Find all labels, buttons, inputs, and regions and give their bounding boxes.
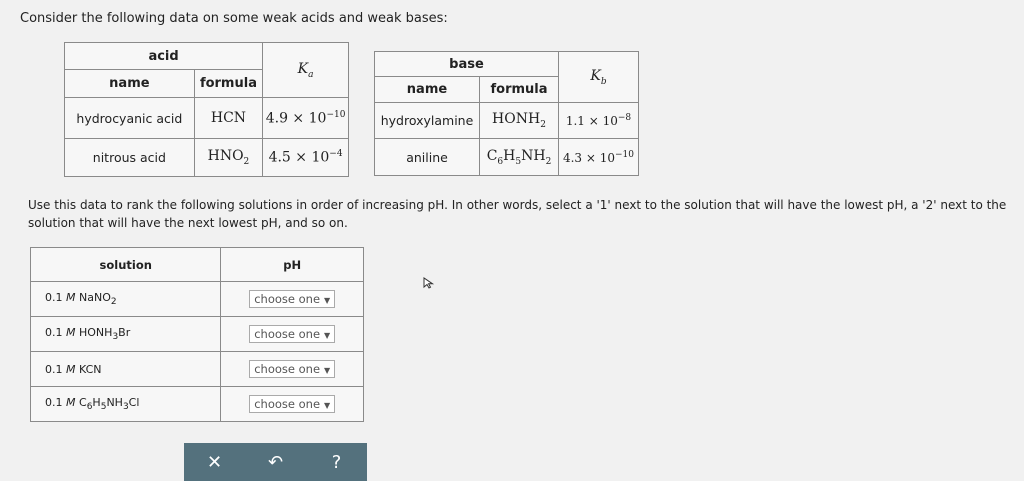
table-row: [31, 352, 364, 387]
table-row: [375, 103, 639, 139]
solution-header: solution: [31, 248, 221, 282]
acid-name: nitrous acid: [65, 139, 195, 177]
acid-formula: HCN: [194, 98, 262, 139]
table-row: [375, 139, 639, 176]
kb-header: $K_b$: [559, 52, 639, 103]
ka-header: $K_a$: [263, 43, 349, 98]
clear-button[interactable]: [184, 443, 245, 481]
acid-formula-header: formula: [194, 70, 262, 98]
ph-rank-dropdown[interactable]: choose one ▼: [249, 290, 335, 308]
table-row: [31, 282, 364, 317]
answer-toolbar: [184, 443, 367, 481]
ph-cell: [221, 387, 364, 422]
solution-label: 0.1 M KCN: [31, 352, 221, 387]
acid-name: hydrocyanic acid: [65, 98, 195, 139]
table-row: [31, 387, 364, 422]
instruction-text: Use this data to rank the following solutions in order of increasing pH. In other words, select a '1' next to the solution that will have the lowest pH, a '2' next to the solution that will have the next lowest pH, and so on.: [28, 198, 1007, 230]
ph-rank-dropdown[interactable]: choose one ▼: [249, 395, 335, 413]
chevron-down-icon: ▼: [324, 401, 331, 410]
ph-header: pH: [221, 248, 364, 282]
ph-cell: [221, 282, 364, 317]
table-row: [65, 139, 349, 177]
chevron-down-icon: ▼: [324, 296, 331, 305]
help-icon: ?: [331, 451, 342, 473]
pointer-arrow-icon: [423, 277, 435, 289]
acid-name-header: name: [65, 70, 195, 98]
chevron-down-icon: ▼: [324, 331, 331, 340]
base-name: aniline: [375, 139, 480, 176]
kb-value: $1.1 \times 10^{-8}$: [559, 103, 639, 139]
ka-value: $4.9 \times 10^{-10}$: [263, 98, 349, 139]
ph-rank-dropdown[interactable]: choose one ▼: [249, 325, 335, 343]
base-formula-header: formula: [480, 77, 559, 103]
table-row: [31, 317, 364, 352]
solution-label: 0.1 M $HONH_3Br$: [31, 317, 221, 352]
base-name-header: name: [375, 77, 480, 103]
kb-value: $4.3 \times 10^{-10}$: [559, 139, 639, 176]
ka-value: $4.5 \times 10^{-4}$: [263, 139, 349, 177]
acid-group-header: acid: [65, 43, 263, 70]
base-group-header: base: [375, 52, 559, 77]
question-intro: Consider the following data on some weak acids and weak bases:: [20, 11, 448, 26]
help-button[interactable]: [306, 443, 367, 481]
solution-label: 0.1 M $C_6H_5NH_3Cl$: [31, 387, 221, 422]
acid-table: [64, 42, 349, 177]
undo-icon: ↶: [267, 451, 284, 473]
base-name: hydroxylamine: [375, 103, 480, 139]
ph-rank-dropdown[interactable]: choose one ▼: [249, 360, 335, 378]
base-formula: $HONH_2$: [480, 103, 559, 139]
undo-button[interactable]: [245, 443, 306, 481]
ranking-table: [30, 247, 364, 422]
solution-label: 0.1 M NaNO$_2$: [31, 282, 221, 317]
base-table: [374, 51, 639, 176]
acid-formula: $HNO_2$: [194, 139, 262, 177]
ph-cell: [221, 317, 364, 352]
base-formula: $C_6H_5NH_2$: [480, 139, 559, 176]
table-row: [65, 98, 349, 139]
chevron-down-icon: ▼: [324, 366, 331, 375]
close-icon: ✕: [206, 451, 223, 473]
ph-cell: [221, 352, 364, 387]
